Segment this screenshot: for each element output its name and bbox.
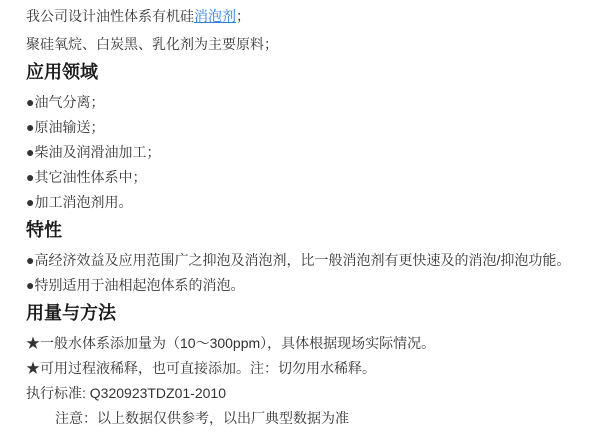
application-list-item: ●油气分离； <box>26 94 105 110</box>
disclaimer-note: 注意：以上数据仅供参考，以出厂典型数据为准 <box>55 410 349 426</box>
section-title-features: 特性 <box>26 220 62 240</box>
intro-line-1 <box>26 9 590 24</box>
application-list-item: ●其它油性体系中； <box>26 169 147 185</box>
intro-line-2: 聚硅氧烷、白炭黑、乳化剂为主要原料； <box>26 36 278 52</box>
features-list-item: ●特别适用于油相起泡体系的消泡。 <box>26 277 245 293</box>
usage-list-item: ★一般水体系添加量为（10～300ppm），具体根据现场实际情况。 <box>26 335 436 351</box>
application-list-item: ●原油输送； <box>26 119 105 135</box>
usage-list-item: ★可用过程液稀释，也可直接添加。注：切勿用水稀释。 <box>26 360 376 376</box>
features-list-item: ●高经济效益及应用范围广之抑泡及消泡剂，比一般消泡剂有更快速及的消泡/抑泡功能。 <box>26 252 571 268</box>
section-title-usage: 用量与方法 <box>26 303 116 323</box>
application-list-item: ●加工消泡剂用。 <box>26 194 133 210</box>
defoamer-link[interactable]: 消泡剂 <box>194 8 236 24</box>
section-title-application: 应用领域 <box>26 62 98 82</box>
intro-line1-suffix: ； <box>236 8 250 24</box>
intro-line1-prefix: 我公司设计油性体系有机硅 <box>26 8 194 24</box>
application-list-item: ●柴油及润滑油加工； <box>26 144 161 160</box>
execution-standard: 执行标准: Q320923TDZ01-2010 <box>26 385 226 401</box>
